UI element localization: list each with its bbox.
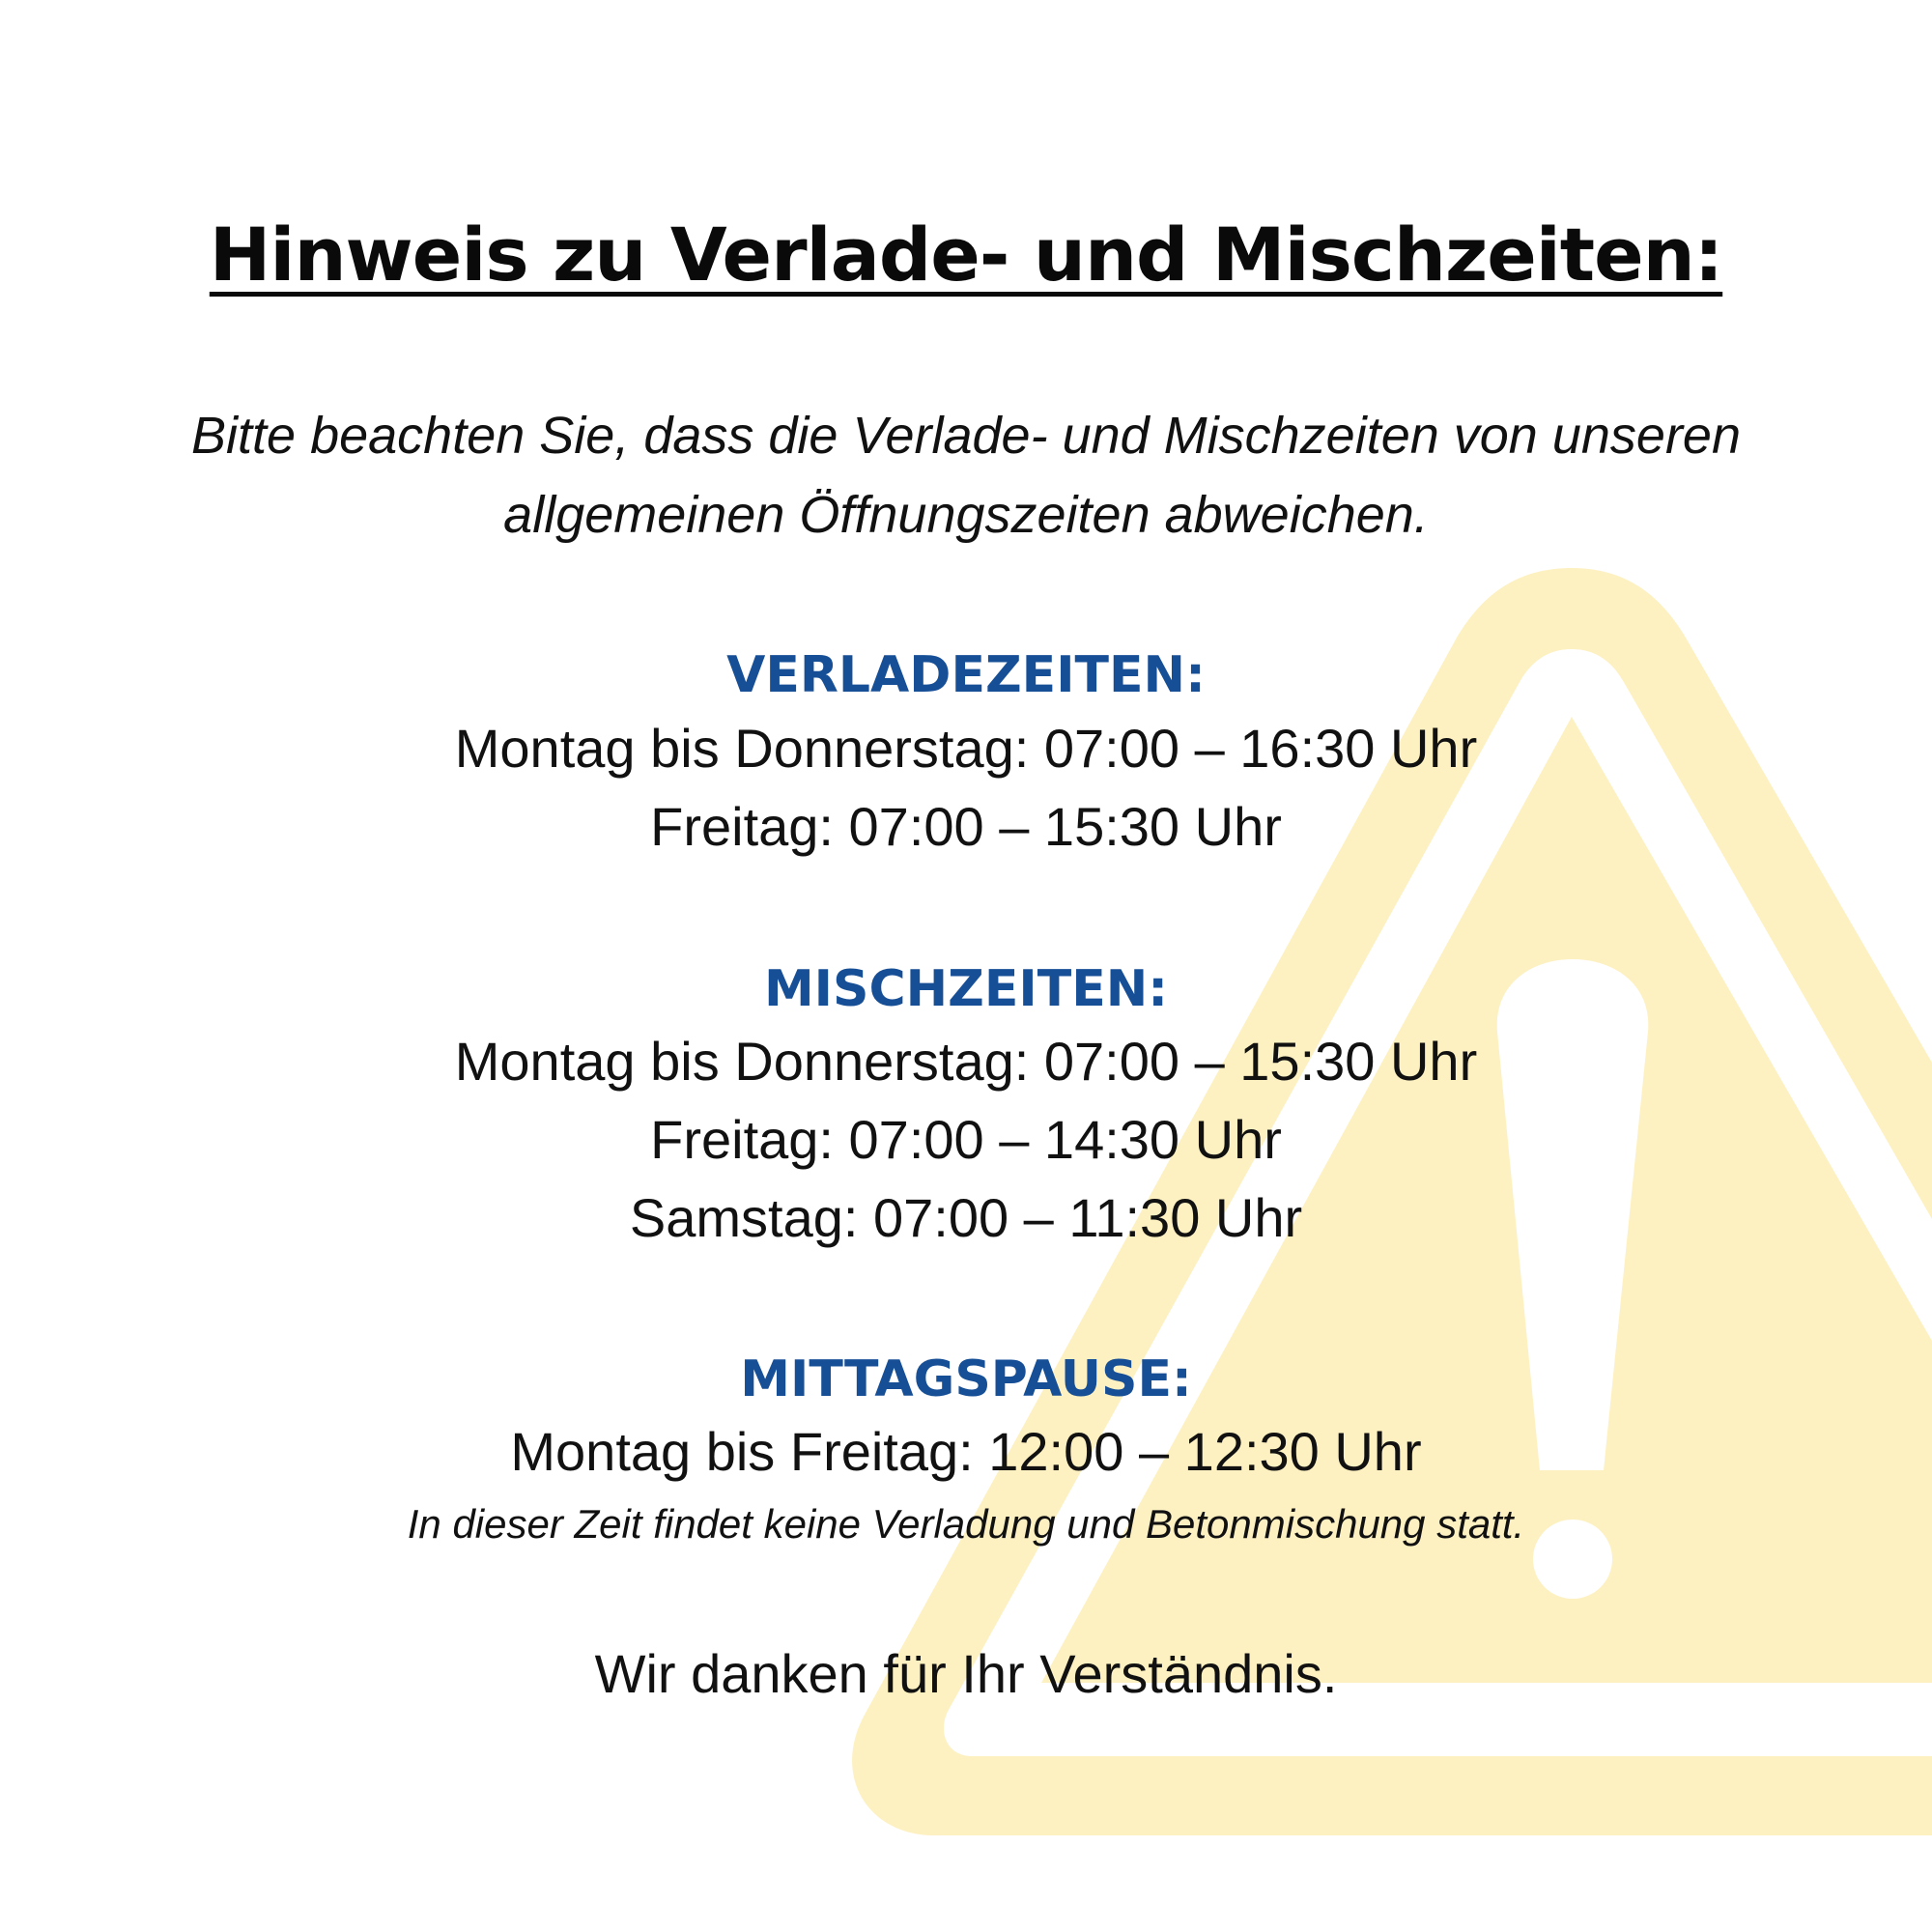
loading-times-mon-thu: Montag bis Donnerstag: 07:00 – 16:30 Uhr <box>454 718 1478 779</box>
loading-times-heading: VERLADEZEITEN: <box>726 646 1206 704</box>
intro-text <box>0 396 1932 554</box>
lunch-break-note: In dieser Zeit findet keine Verladung und Betonmischung statt. <box>407 1501 1525 1547</box>
intro-line-1: Bitte beachten Sie, dass die Verlade- und Mischzeiten von unseren <box>191 407 1741 465</box>
intro-line-2: allgemeinen Öffnungszeiten abweichen. <box>503 486 1429 544</box>
mixing-times-heading: MISCHZEITEN: <box>763 960 1169 1018</box>
closing-text: Wir danken für Ihr Verständnis. <box>594 1643 1338 1704</box>
notice-title: Hinweis zu Verlade- und Mischzeiten: <box>209 212 1723 298</box>
mixing-times-fri: Freitag: 07:00 – 14:30 Uhr <box>650 1109 1282 1170</box>
lunch-break-heading: MITTAGSPAUSE: <box>740 1350 1192 1408</box>
mixing-times-sat: Samstag: 07:00 – 11:30 Uhr <box>629 1187 1303 1248</box>
loading-times-fri: Freitag: 07:00 – 15:30 Uhr <box>650 796 1282 857</box>
mixing-times-mon-thu: Montag bis Donnerstag: 07:00 – 15:30 Uhr <box>454 1031 1478 1092</box>
lunch-break-mon-fri: Montag bis Freitag: 12:00 – 12:30 Uhr <box>510 1421 1422 1482</box>
